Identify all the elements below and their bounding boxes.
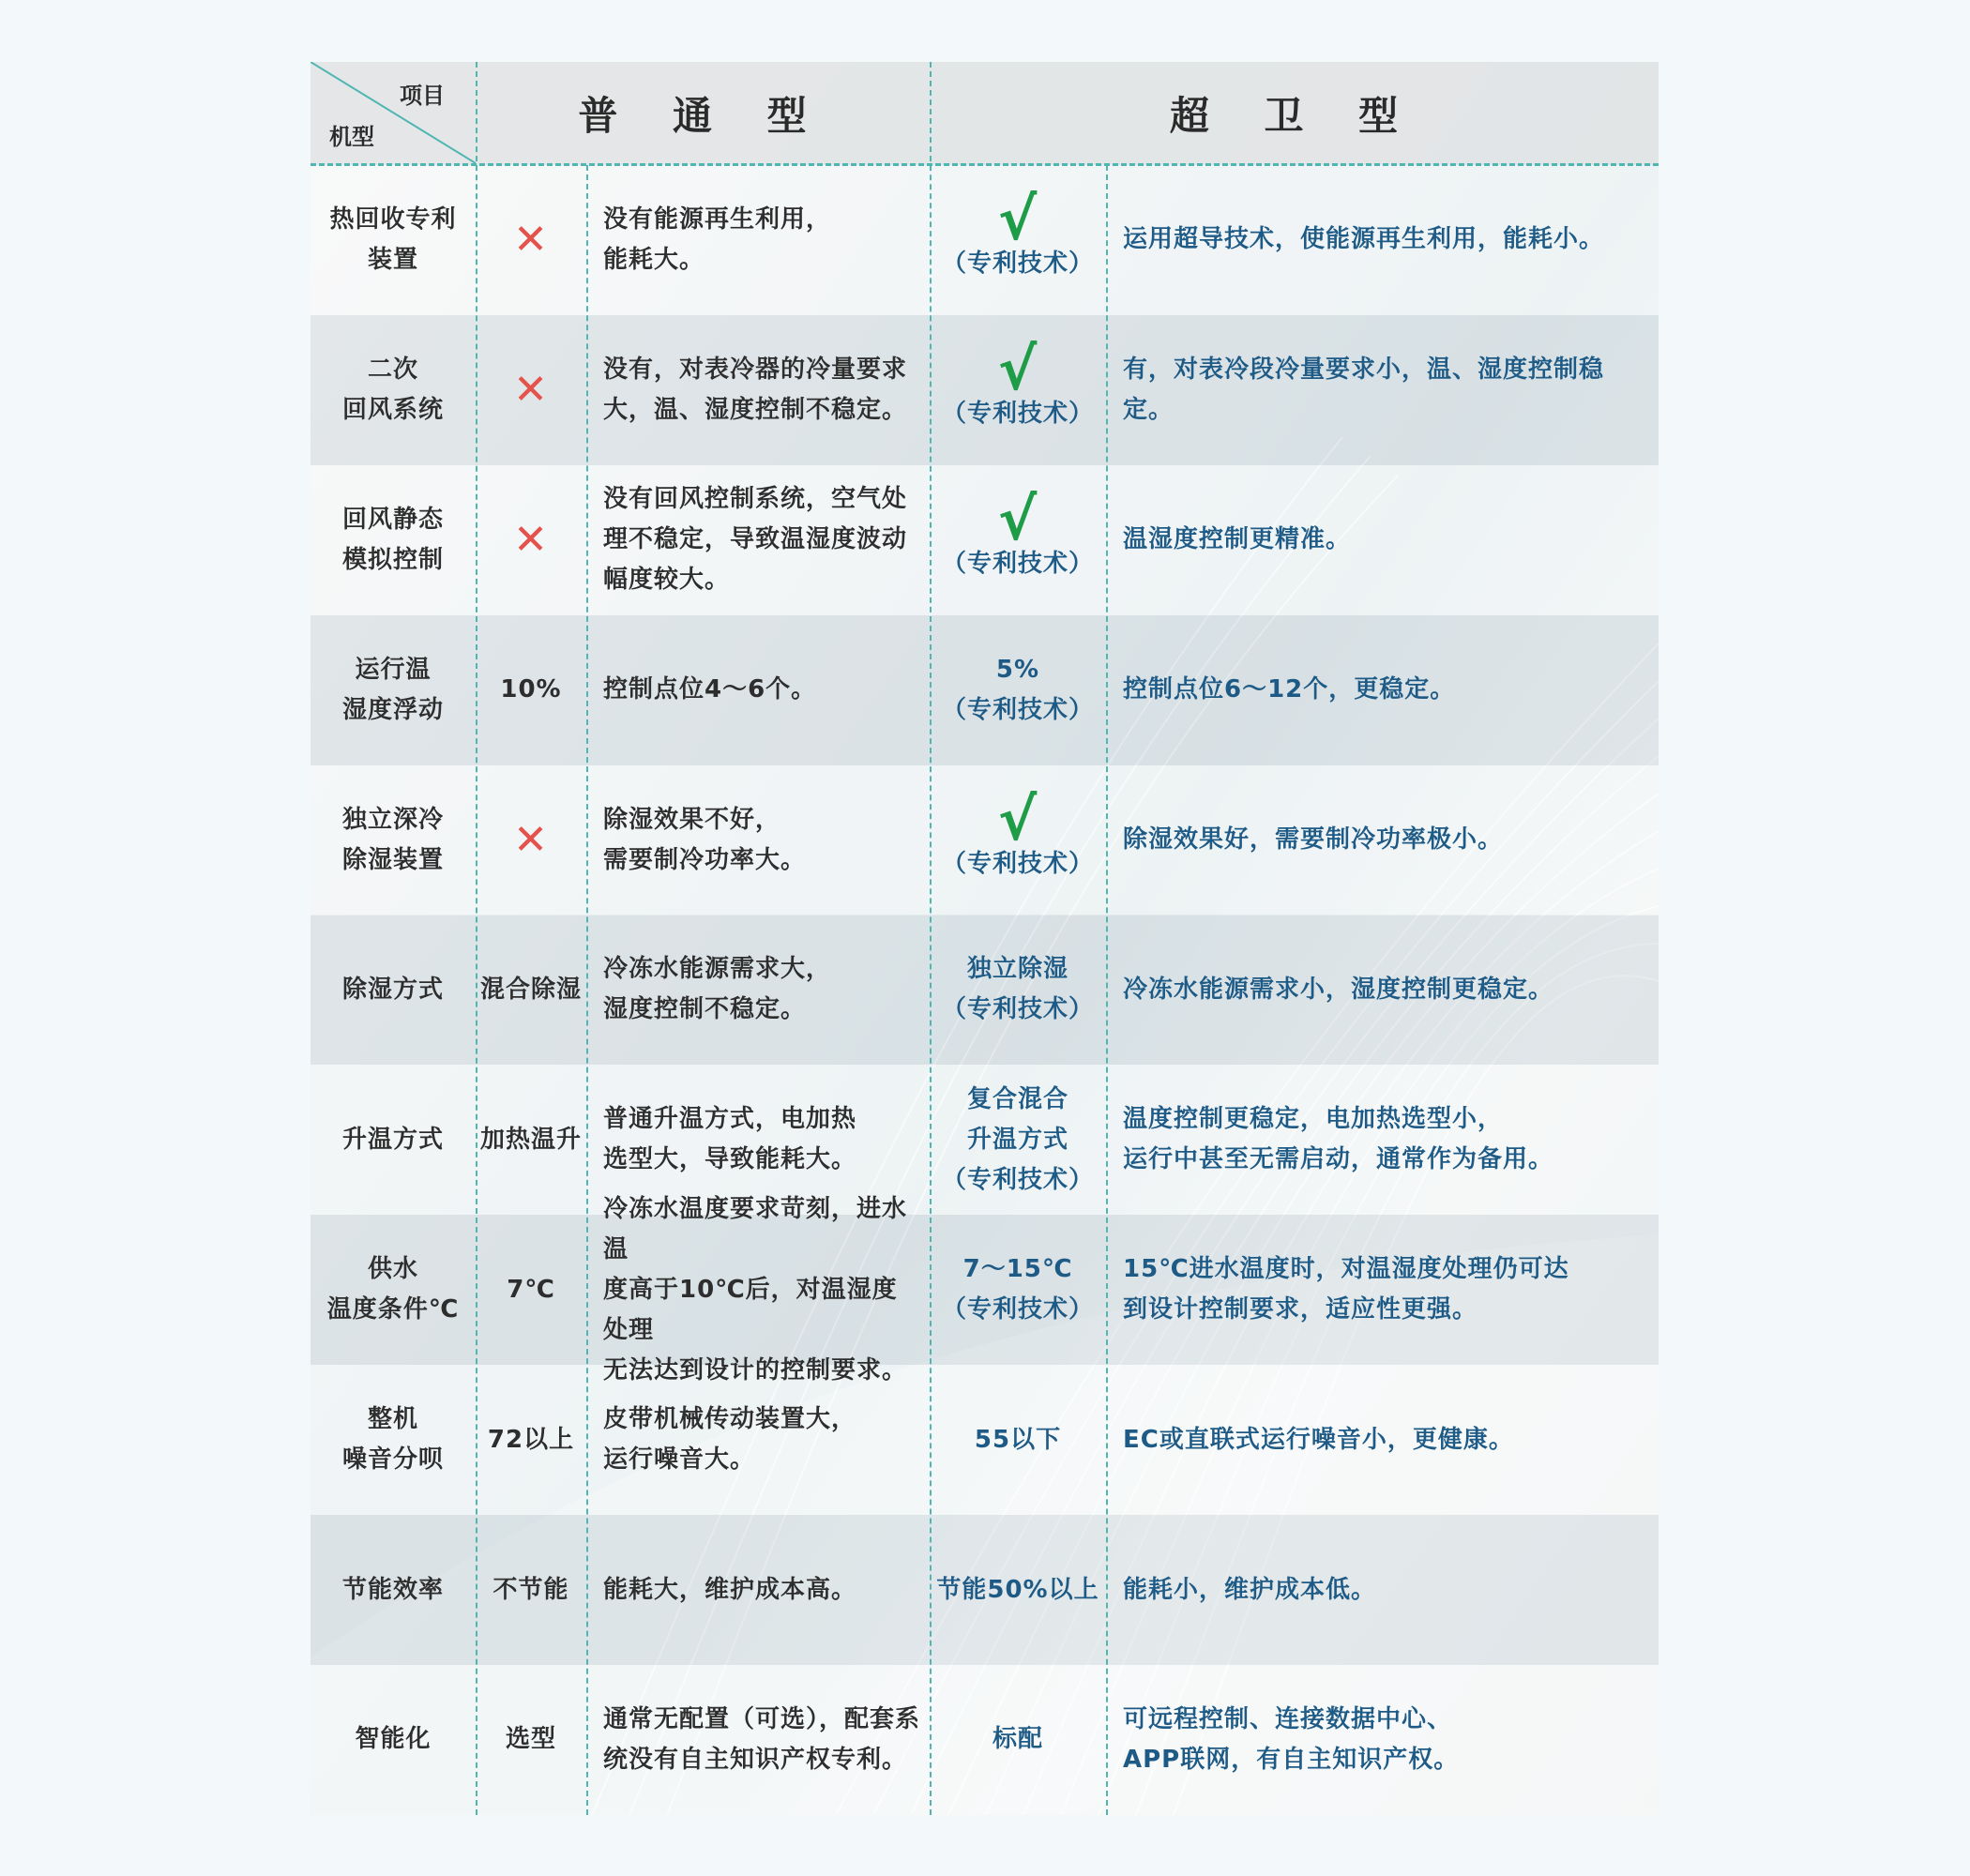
row-label: 热回收专利 装置 <box>329 204 457 274</box>
patent-note: （专利技术） <box>941 250 1094 279</box>
header-corner-item: 项目 <box>400 83 445 109</box>
normal-description: 除湿效果不好， 需要制冷功率大。 <box>603 805 807 874</box>
cross-icon: ✕ <box>513 515 549 564</box>
row-label: 智能化 <box>355 1725 432 1754</box>
super-description: 能耗小，维护成本低。 <box>1123 1575 1377 1604</box>
patent-note: （专利技术） <box>941 695 1094 724</box>
super-value <box>930 315 1106 465</box>
row-label: 独立深冷 除湿装置 <box>341 805 444 874</box>
normal-description: 没有回风控制系统，空气处 理不稳定，导致温湿度波动 幅度较大。 <box>603 485 908 595</box>
super-description: 除湿效果好，需要制冷功率极小。 <box>1123 825 1504 855</box>
super-value <box>930 1665 1106 1815</box>
super-description: 有，对表冷段冷量要求小，温、湿度控制稳定。 <box>1123 355 1605 424</box>
normal-description: 控制点位4～6个。 <box>603 675 817 704</box>
row-label: 运行温 湿度浮动 <box>341 655 444 724</box>
super-description: 冷冻水能源需求小，湿度控制更稳定。 <box>1123 975 1554 1004</box>
super-value-text: 标配 <box>992 1725 1043 1754</box>
row-label: 回风静态 模拟控制 <box>341 505 444 574</box>
comparison-table <box>311 62 1659 1815</box>
super-value <box>930 465 1106 615</box>
super-description: 控制点位6～12个，更稳定。 <box>1123 675 1456 704</box>
super-value-text: 5% <box>995 655 1040 684</box>
patent-note: （专利技术） <box>941 550 1094 579</box>
patent-note: （专利技术） <box>941 1165 1094 1194</box>
normal-value <box>476 165 586 315</box>
super-value <box>930 1215 1106 1365</box>
super-value-text: 7～15℃ <box>962 1255 1073 1284</box>
super-value-text: 55以下 <box>974 1425 1062 1454</box>
patent-note: （专利技术） <box>941 995 1094 1024</box>
normal-value <box>476 765 586 915</box>
normal-value: 混合除湿 <box>479 975 582 1004</box>
super-value <box>930 1065 1106 1215</box>
normal-description: 冷冻水能源需求大， 湿度控制不稳定。 <box>603 955 832 1024</box>
row-label: 升温方式 <box>341 1125 444 1154</box>
normal-value: 10% <box>500 675 562 704</box>
normal-description: 冷冻水温度要求苛刻，进水温 度高于10℃后，对温湿度处理 无法达到设计的控制要求。 <box>603 1194 908 1384</box>
super-value-text: 节能50%以上 <box>936 1575 1099 1604</box>
normal-value: 72以上 <box>487 1425 575 1454</box>
super-value <box>930 765 1106 915</box>
check-icon: √ <box>997 185 1038 254</box>
normal-description: 没有，对表冷器的冷量要求 大，温、湿度控制不稳定。 <box>603 355 908 424</box>
normal-description: 通常无配置（可选），配套系 统没有自主知识产权专利。 <box>603 1704 921 1774</box>
super-value-text: 独立除湿 <box>966 955 1068 984</box>
super-description: 温湿度控制更精准。 <box>1123 525 1352 554</box>
super-value <box>930 615 1106 765</box>
cross-icon: ✕ <box>513 815 549 864</box>
check-icon: √ <box>997 485 1038 554</box>
super-value <box>930 915 1106 1066</box>
row-label: 二次 回风系统 <box>341 355 444 424</box>
super-value <box>930 165 1106 315</box>
normal-value <box>476 465 586 615</box>
super-description: 运用超导技术，使能源再生利用，能耗小。 <box>1123 225 1605 254</box>
super-description: 15℃进水温度时，对温湿度处理仍可达 到设计控制要求，适应性更强。 <box>1123 1255 1569 1324</box>
row-label: 除湿方式 <box>341 975 444 1004</box>
normal-value: 7℃ <box>507 1275 555 1304</box>
normal-value: 不节能 <box>492 1575 569 1604</box>
normal-description: 皮带机械传动装置大， 运行噪音大。 <box>603 1405 857 1475</box>
cross-icon: ✕ <box>513 215 549 264</box>
normal-description: 能耗大，维护成本高。 <box>603 1575 857 1604</box>
row-label: 供水 温度条件℃ <box>326 1255 460 1324</box>
super-value-text: 复合混合 升温方式 <box>966 1084 1068 1154</box>
normal-description: 没有能源再生利用， 能耗大。 <box>603 204 832 274</box>
normal-description: 普通升温方式，电加热 选型大，导致能耗大。 <box>603 1105 857 1174</box>
super-value <box>930 1365 1106 1515</box>
patent-note: （专利技术） <box>941 400 1094 429</box>
patent-note: （专利技术） <box>941 850 1094 879</box>
row-label: 节能效率 <box>341 1575 444 1604</box>
normal-value: 选型 <box>505 1725 556 1754</box>
header-normal-title: 普 通 型 <box>578 93 827 139</box>
super-description: 可远程控制、连接数据中心、 APP联网，有自主知识产权。 <box>1123 1704 1460 1774</box>
row-label: 整机 噪音分呗 <box>341 1405 444 1475</box>
super-description: EC或直联式运行噪音小，更健康。 <box>1123 1425 1514 1454</box>
patent-note: （专利技术） <box>941 1295 1094 1324</box>
cross-icon: ✕ <box>513 365 549 414</box>
header-corner-model: 机型 <box>329 124 374 150</box>
normal-value <box>476 315 586 465</box>
super-value <box>930 1515 1106 1665</box>
check-icon: √ <box>997 785 1038 855</box>
header-super-title: 超 卫 型 <box>1169 93 1419 139</box>
check-icon: √ <box>997 335 1038 404</box>
super-description: 温度控制更稳定，电加热选型小， 运行中甚至无需启动，通常作为备用。 <box>1123 1105 1554 1174</box>
normal-value: 加热温升 <box>479 1125 582 1154</box>
